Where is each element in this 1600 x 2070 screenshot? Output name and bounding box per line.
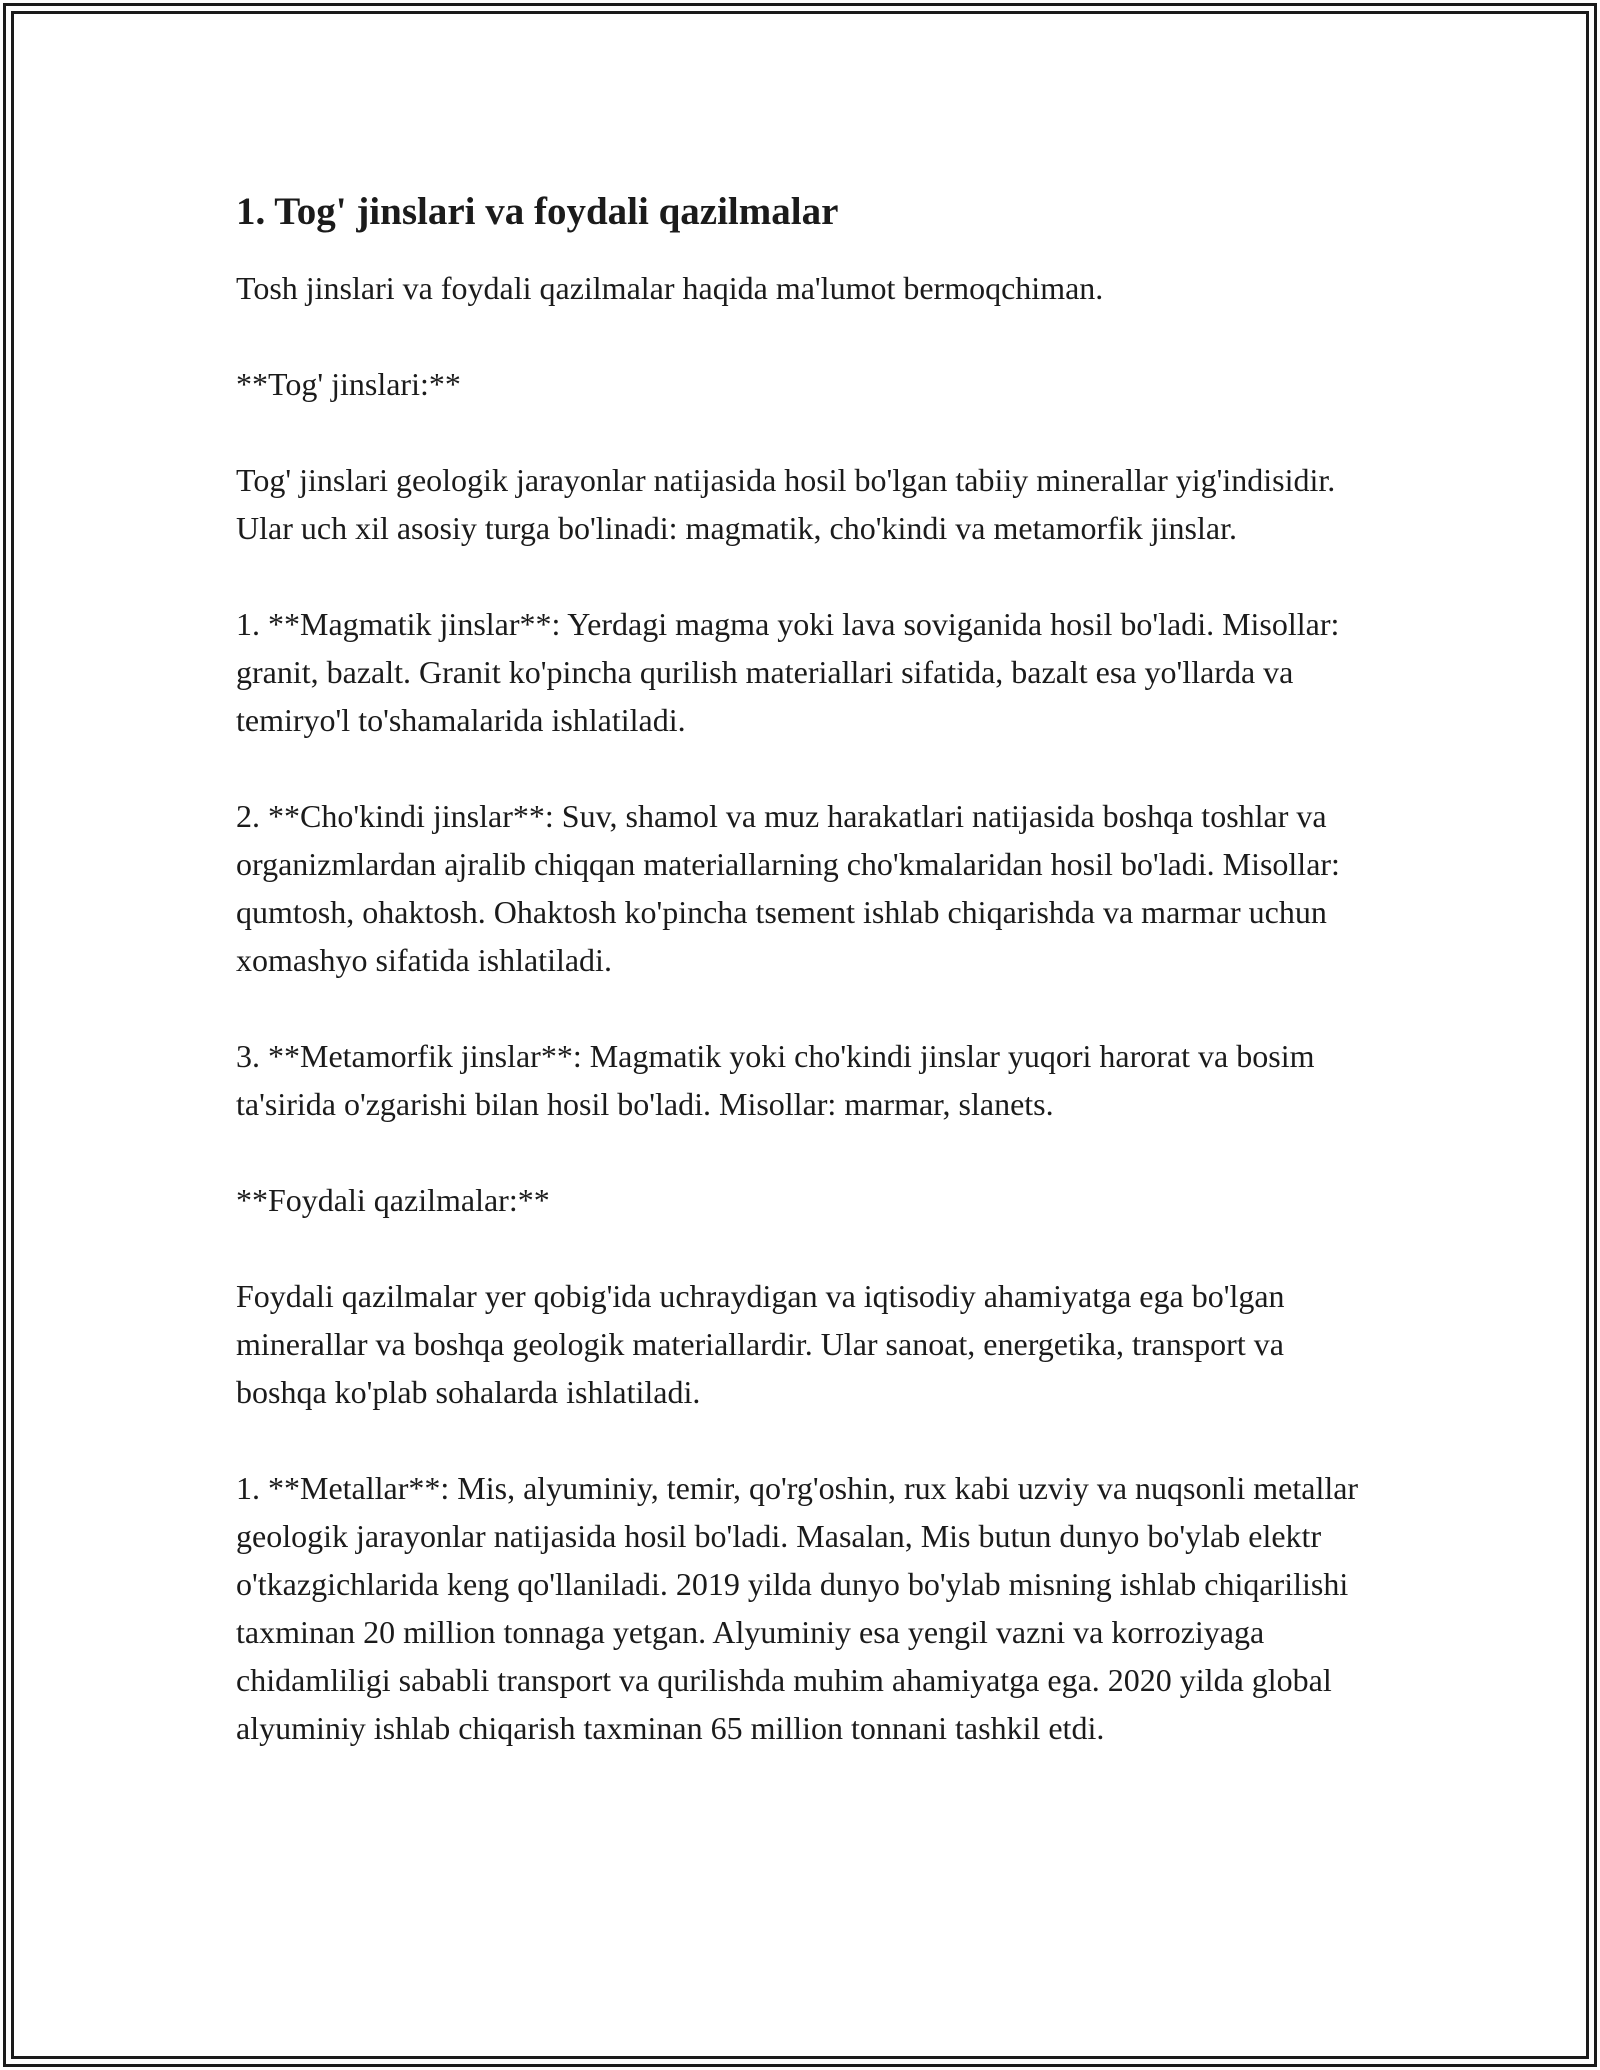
- magmatic-rocks-item: 1. **Magmatik jinslar**: Yerdagi magma yoki lava soviganida hosil bo'ladi. Misollar: granit, bazalt. Granit ko'pincha qurilish materiallari sifatida, bazalt esa yo'llarda va temiryo'l to'shamalarida ishlatiladi.: [236, 606, 1340, 738]
- metals-item: 1. **Metallar**: Mis, alyuminiy, temir, qo'rg'oshin, rux kabi uzviy va nuqsonli metallar geologik jarayonlar natijasida hosil bo'ladi. Masalan, Mis butun dunyo bo'ylab elektr o'tkazgichlarida keng qo'llaniladi. 2019 yilda dunyo bo'ylab misning ishlab chiqarilishi taxminan 20 million tonnaga yetgan. Alyuminiy esa yengil vazni va korroziyaga chidamliligi sababli transport va qurilishda muhim ahamiyatga ega. 2020 yilda global alyuminiy ishlab chiqarish taxminan 65 million tonnani tashkil etdi.: [236, 1470, 1359, 1746]
- document-body: [236, 188, 1376, 1752]
- metamorphic-rocks-item: 3. **Metamorfik jinslar**: Magmatik yoki cho'kindi jinslar yuqori harorat va bosim ta'sirida o'zgarishi bilan hosil bo'ladi. Misollar: marmar, slanets.: [236, 1038, 1315, 1122]
- document-title: 1. Tog' jinslari va foydali qazilmalar: [236, 190, 839, 233]
- intro-paragraph: Tosh jinslari va foydali qazilmalar haqida ma'lumot bermoqchiman.: [236, 270, 1104, 306]
- minerals-heading: **Foydali qazilmalar:**: [236, 1182, 550, 1218]
- minerals-paragraph: Foydali qazilmalar yer qobig'ida uchraydigan va iqtisodiy ahamiyatga ega bo'lgan minerallar va boshqa geologik materiallardir. Ular sanoat, energetika, transport va boshqa ko'plab sohalarda ishlatiladi.: [236, 1278, 1285, 1410]
- rocks-heading: **Tog' jinslari:**: [236, 366, 461, 402]
- rocks-paragraph: Tog' jinslari geologik jarayonlar natijasida hosil bo'lgan tabiiy minerallar yig'indisidir. Ular uch xil asosiy turga bo'linadi: magmatik, cho'kindi va metamorfik jinslar.: [236, 462, 1336, 546]
- sedimentary-rocks-item: 2. **Cho'kindi jinslar**: Suv, shamol va muz harakatlari natijasida boshqa toshlar va organizmlardan ajralib chiqqan materiallarning cho'kmalaridan hosil bo'ladi. Misollar: qumtosh, ohaktosh. Ohaktosh ko'pincha tsement ishlab chiqarishda va marmar uchun xomashyo sifatida ishlatiladi.: [236, 798, 1340, 978]
